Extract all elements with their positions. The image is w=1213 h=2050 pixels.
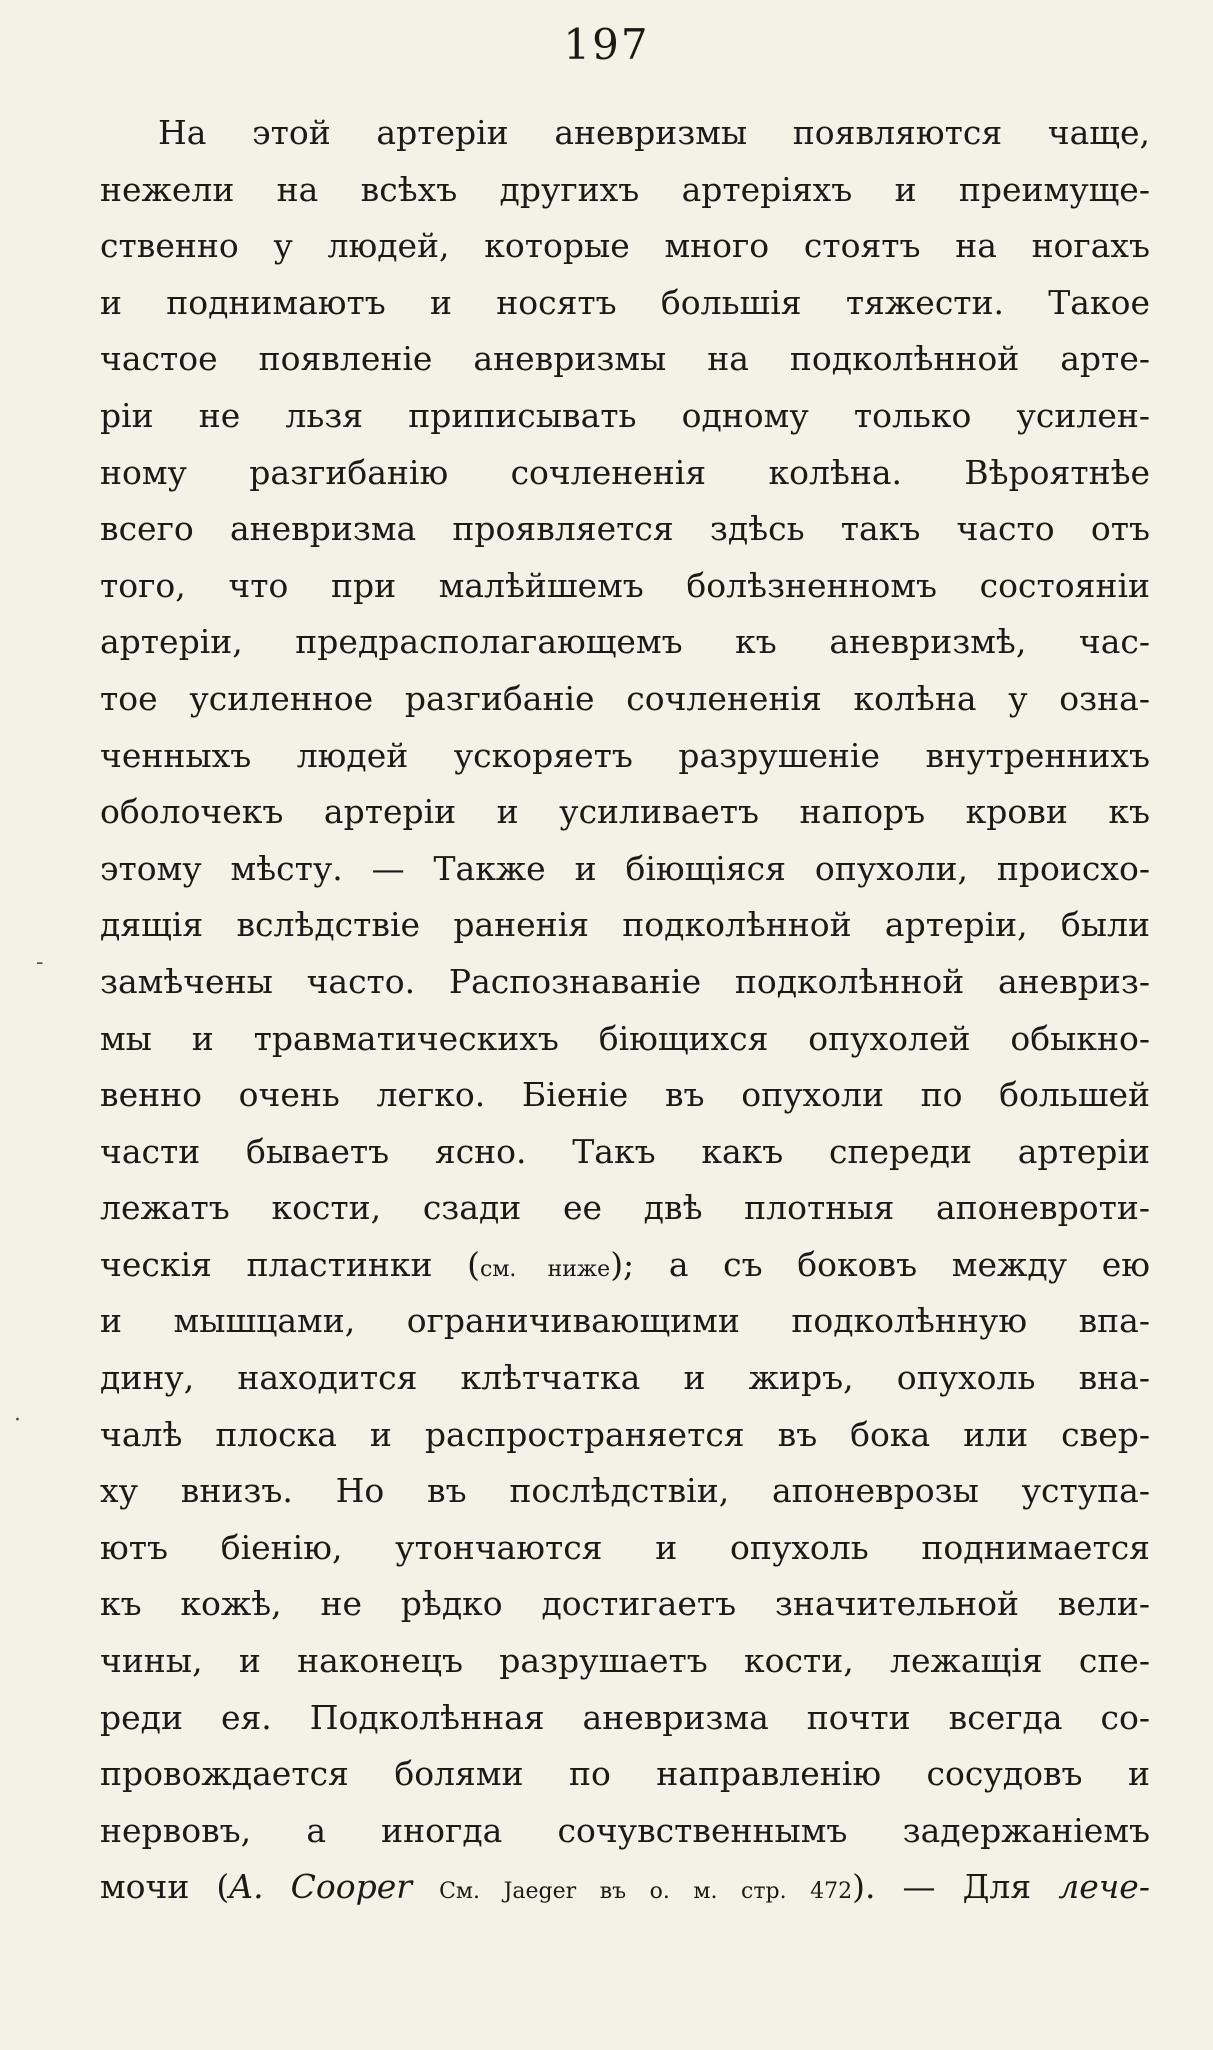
text-line: дящія вслѣдствіе раненія подколѣнной артеріи, были bbox=[100, 905, 1150, 945]
text-line: частое появленіе аневризмы на подколѣнной арте- bbox=[100, 339, 1150, 379]
margin-dash: - bbox=[36, 950, 44, 975]
text-line: части бываетъ ясно. Такъ какъ спереди артеріи bbox=[100, 1131, 1150, 1171]
text-line: къ кожѣ, не рѣдко достигаетъ значительной вели- bbox=[100, 1584, 1150, 1624]
text-line-citation bbox=[100, 1859, 1150, 1916]
text-line: этому мѣсту. — Также и біющіяся опухоли, происхо- bbox=[100, 848, 1150, 888]
text-line: тое усиленное разгибаніе сочлененія колѣна у озна- bbox=[100, 678, 1150, 718]
text-line: ріи не льзя приписывать одному только усилен- bbox=[100, 395, 1150, 435]
text-line: лежатъ кости, сзади ее двѣ плотныя апоневроти- bbox=[100, 1188, 1150, 1228]
text-segment: ческія пластинки ( bbox=[100, 1244, 480, 1284]
text-segment: мочи ( bbox=[100, 1867, 230, 1907]
body-text bbox=[100, 105, 1150, 1916]
text-line: мы и травматическихъ біющихся опухолей обыкно- bbox=[100, 1018, 1150, 1058]
text-line: чалѣ плоска и распространяется въ бока или свер- bbox=[100, 1414, 1150, 1454]
margin-dot: · bbox=[14, 1408, 21, 1433]
text-line: нервовъ, а иногда сочувственнымъ задержаніемъ bbox=[100, 1810, 1150, 1850]
text-line: ченныхъ людей ускоряетъ разрушеніе внутреннихъ bbox=[100, 735, 1150, 775]
text-line: дину, находится клѣтчатка и жиръ, опухоль вна- bbox=[100, 1358, 1150, 1398]
text-segment: ); а съ боковъ между ею bbox=[610, 1244, 1150, 1284]
text-line: ному разгибанію сочлененія колѣна. Вѣроятнѣе bbox=[100, 452, 1150, 492]
text-line: и мышцами, ограничивающими подколѣнную впа- bbox=[100, 1301, 1150, 1341]
text-line-parenthetical bbox=[100, 1237, 1150, 1294]
text-line: ху внизъ. Но въ послѣдствіи, апоневрозы уступа- bbox=[100, 1471, 1150, 1511]
text-line: ственно у людей, которые много стоятъ на ногахъ bbox=[100, 226, 1150, 266]
text-line: венно очень легко. Біеніе въ опухоли по большей bbox=[100, 1075, 1150, 1115]
text-line: На этой артеріи аневризмы появляются чаще, bbox=[158, 113, 1150, 152]
text-line: всего аневризма проявляется здѣсь такъ часто отъ bbox=[100, 509, 1150, 549]
cited-author: A. Cooper bbox=[229, 1867, 413, 1907]
text-line: того, что при малѣйшемъ болѣзненномъ состояніи bbox=[100, 565, 1150, 605]
text-segment-italic: лече- bbox=[1058, 1867, 1150, 1907]
cross-reference: см. ниже bbox=[480, 1256, 611, 1282]
text-line: чины, и наконецъ разрушаетъ кости, лежащія спе- bbox=[100, 1641, 1150, 1681]
citation-reference: См. Jaeger въ о. м. стр. 472 bbox=[439, 1879, 853, 1905]
text-line: реди ея. Подколѣнная аневризма почти всегда со- bbox=[100, 1697, 1150, 1737]
text-line: артеріи, предрасполагающемъ къ аневризмѣ, час- bbox=[100, 622, 1150, 662]
text-line: нежели на всѣхъ другихъ артеріяхъ и преимуще- bbox=[100, 169, 1150, 209]
text-line: замѣчены часто. Распознаваніе подколѣнной аневриз- bbox=[100, 961, 1150, 1001]
page-number: 197 bbox=[563, 20, 650, 69]
text-line: оболочекъ артеріи и усиливаетъ напоръ крови къ bbox=[100, 792, 1150, 832]
text-line: и поднимаютъ и носятъ большія тяжести. Такое bbox=[100, 282, 1150, 322]
text-line: ютъ біенію, утончаются и опухоль поднимается bbox=[100, 1527, 1150, 1567]
text-line: провождается болями по направленію сосудовъ и bbox=[100, 1754, 1150, 1794]
text-segment: ). — Для bbox=[852, 1867, 1059, 1907]
